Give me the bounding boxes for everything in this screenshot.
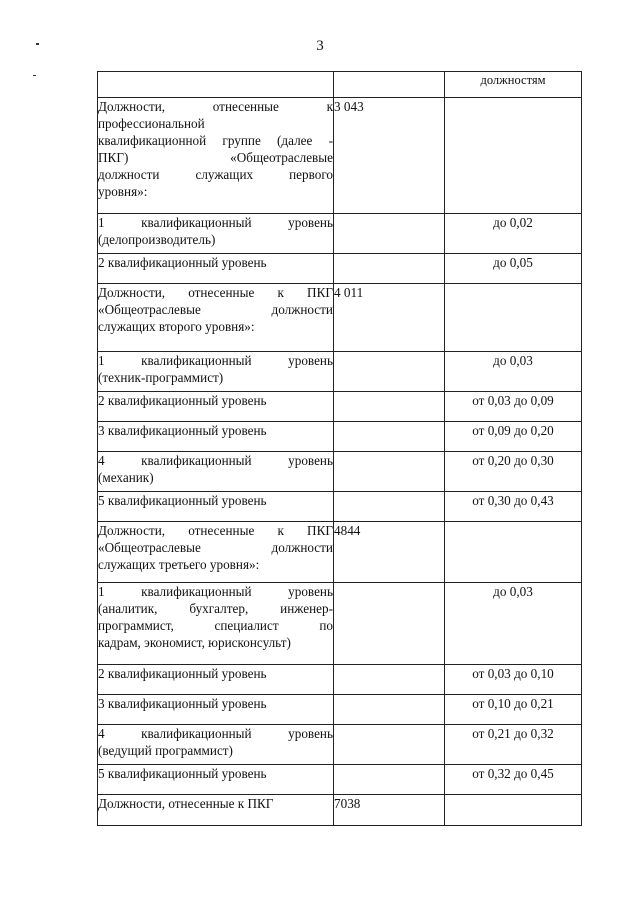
salary-cell bbox=[334, 352, 445, 392]
position-cell bbox=[98, 665, 334, 695]
coefficient-cell bbox=[445, 98, 582, 214]
position-text-line: 2 квалификационный уровень bbox=[98, 666, 267, 681]
position-text-line: 1 квалификационный уровень bbox=[98, 584, 333, 599]
position-text-line: (механик) bbox=[98, 470, 154, 485]
position-cell bbox=[98, 254, 334, 284]
position-text-line: уровня»: bbox=[98, 184, 148, 199]
position-text-line: кадрам, экономист, юрисконсульт) bbox=[98, 635, 291, 650]
position-text-line: ПКГ) «Общеотраслевые bbox=[98, 150, 333, 165]
coefficient-cell: до 0,03 bbox=[445, 583, 582, 665]
salary-cell bbox=[334, 392, 445, 422]
position-cell bbox=[98, 492, 334, 522]
coefficient-cell: от 0,03 до 0,10 bbox=[445, 665, 582, 695]
salary-cell bbox=[334, 422, 445, 452]
coefficient-cell bbox=[445, 795, 582, 826]
salary-cell bbox=[334, 765, 445, 795]
position-text-line: 5 квалификационный уровень bbox=[98, 493, 267, 508]
salary-table bbox=[97, 71, 582, 826]
position-cell bbox=[98, 522, 334, 583]
position-text-line: квалификационной группе (далее - bbox=[98, 133, 333, 148]
position-text-line: Должности, отнесенные к ПКГ bbox=[98, 523, 333, 538]
position-cell bbox=[98, 392, 334, 422]
table-row bbox=[98, 452, 582, 492]
coefficient-cell: от 0,30 до 0,43 bbox=[445, 492, 582, 522]
table-row bbox=[98, 695, 582, 725]
coefficient-cell: до 0,02 bbox=[445, 214, 582, 254]
position-text-line: 3 квалификационный уровень bbox=[98, 696, 267, 711]
salary-cell: 7038 bbox=[334, 795, 445, 826]
position-cell bbox=[98, 284, 334, 352]
position-text-line: 2 квалификационный уровень bbox=[98, 255, 267, 270]
position-cell bbox=[98, 352, 334, 392]
coefficient-cell: от 0,09 до 0,20 bbox=[445, 422, 582, 452]
coefficient-cell: до 0,03 bbox=[445, 352, 582, 392]
position-text-line: служащих третьего уровня»: bbox=[98, 557, 260, 572]
position-text-line: программист, специалист по bbox=[98, 618, 333, 633]
position-text-line: должности служащих первого bbox=[98, 167, 333, 182]
table-row bbox=[98, 583, 582, 665]
salary-cell bbox=[334, 695, 445, 725]
coefficient-cell bbox=[445, 522, 582, 583]
position-text-line: 2 квалификационный уровень bbox=[98, 393, 267, 408]
header-cell-salary bbox=[334, 72, 445, 98]
table-row bbox=[98, 665, 582, 695]
salary-cell bbox=[334, 583, 445, 665]
position-text-line: (делопроизводитель) bbox=[98, 232, 216, 247]
position-cell bbox=[98, 765, 334, 795]
position-text-line: Должности, отнесенные к bbox=[98, 99, 333, 114]
table-row bbox=[98, 725, 582, 765]
position-cell bbox=[98, 422, 334, 452]
table-row bbox=[98, 795, 582, 826]
salary-cell bbox=[334, 665, 445, 695]
salary-cell bbox=[334, 254, 445, 284]
table-row bbox=[98, 254, 582, 284]
position-cell bbox=[98, 214, 334, 254]
position-text-line: Должности, отнесенные к ПКГ bbox=[98, 796, 274, 811]
salary-cell bbox=[334, 725, 445, 765]
position-text-line: 4 квалификационный уровень bbox=[98, 453, 333, 468]
table-row bbox=[98, 422, 582, 452]
coefficient-cell: от 0,03 до 0,09 bbox=[445, 392, 582, 422]
header-cell-position bbox=[98, 72, 334, 98]
salary-cell: 3 043 bbox=[334, 98, 445, 214]
position-cell bbox=[98, 452, 334, 492]
table-header-row bbox=[98, 72, 582, 98]
position-text-line: профессиональной bbox=[98, 116, 205, 131]
position-text-line: (ведущий программист) bbox=[98, 743, 233, 758]
table-row bbox=[98, 522, 582, 583]
table-row bbox=[98, 392, 582, 422]
coefficient-cell: от 0,20 до 0,30 bbox=[445, 452, 582, 492]
position-text-line: служащих второго уровня»: bbox=[98, 319, 255, 334]
coefficient-cell bbox=[445, 284, 582, 352]
coefficient-cell: от 0,21 до 0,32 bbox=[445, 725, 582, 765]
table-row bbox=[98, 352, 582, 392]
position-text-line: 3 квалификационный уровень bbox=[98, 423, 267, 438]
position-text-line: (техник-программист) bbox=[98, 370, 224, 385]
salary-cell: 4 011 bbox=[334, 284, 445, 352]
position-cell bbox=[98, 795, 334, 826]
position-cell bbox=[98, 725, 334, 765]
position-text-line: «Общеотраслевые должности bbox=[98, 302, 333, 317]
position-text-line: (аналитик, бухгалтер, инженер- bbox=[98, 601, 333, 616]
position-text-line: 5 квалификационный уровень bbox=[98, 766, 267, 781]
salary-cell bbox=[334, 492, 445, 522]
page-number: 3 bbox=[316, 38, 324, 54]
position-text-line: 1 квалификационный уровень bbox=[98, 353, 333, 368]
header-cell-coefficient: должностям bbox=[445, 72, 582, 98]
position-cell bbox=[98, 583, 334, 665]
salary-cell: 4844 bbox=[334, 522, 445, 583]
coefficient-cell: от 0,10 до 0,21 bbox=[445, 695, 582, 725]
position-cell bbox=[98, 98, 334, 214]
position-text-line: 1 квалификационный уровень bbox=[98, 215, 333, 230]
coefficient-cell: от 0,32 до 0,45 bbox=[445, 765, 582, 795]
position-cell bbox=[98, 695, 334, 725]
position-text-line: 4 квалификационный уровень bbox=[98, 726, 333, 741]
salary-cell bbox=[334, 452, 445, 492]
table-row bbox=[98, 214, 582, 254]
table-row bbox=[98, 492, 582, 522]
coefficient-cell: до 0,05 bbox=[445, 254, 582, 284]
scan-mark bbox=[33, 75, 36, 76]
position-text-line: «Общеотраслевые должности bbox=[98, 540, 333, 555]
table-row bbox=[98, 284, 582, 352]
position-text-line: Должности, отнесенные к ПКГ bbox=[98, 285, 333, 300]
salary-table-body bbox=[98, 72, 582, 826]
salary-cell bbox=[334, 214, 445, 254]
table-row bbox=[98, 765, 582, 795]
table-row bbox=[98, 98, 582, 214]
